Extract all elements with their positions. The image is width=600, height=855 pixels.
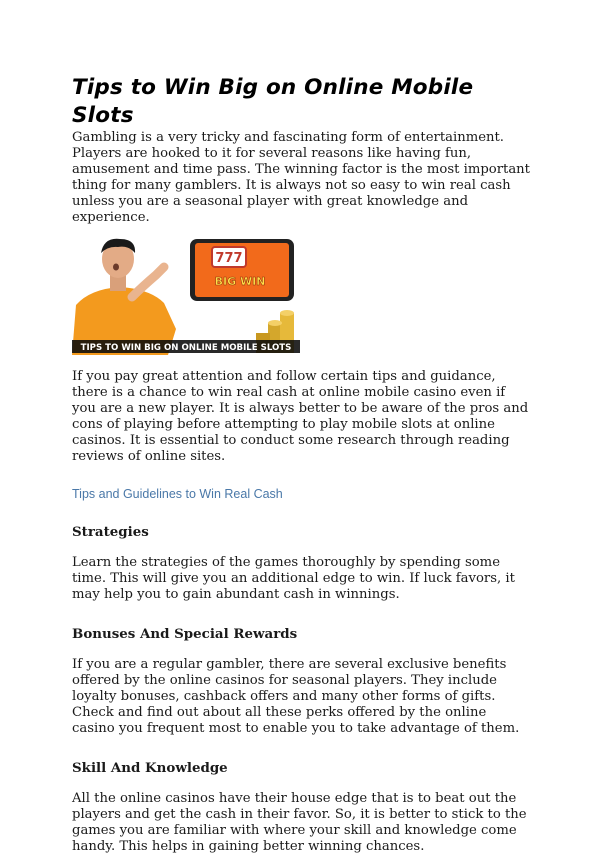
section-heading-strategies: Strategies	[72, 524, 149, 540]
section-text-strategies: Learn the strategies of the games thoroughly by spending some time. This will give you an additional edge to win. If luck favors, it may help you to gain abundant cash in winnings.	[72, 555, 515, 602]
section-text-skill: All the online casinos have their house edge that is to beat out the players and get the cash in their favor. So, it is better to stick to the games you are familiar with where your skill and knowledge come handy. This helps in gaining better winning chances.	[72, 791, 527, 854]
big-win-text: BIG WIN	[214, 275, 266, 288]
person-illustration	[72, 239, 176, 355]
hero-image	[72, 237, 300, 355]
document	[72, 74, 530, 855]
phone-illustration	[190, 239, 294, 301]
intro-paragraph: Gambling is a very tricky and fascinating form of entertainment. Players are hooked to it for several reasons like having fun, amusement and time pass. The winning factor is the most important thing for many gamblers. It is always not so easy to win real cash unless you are a seasonal player with great knowledge and experience.	[72, 130, 530, 225]
banner-text: TIPS TO WIN BIG ON ONLINE MOBILE SLOTS	[80, 343, 292, 353]
subheading: Tips and Guidelines to Win Real Cash	[72, 487, 283, 501]
section-heading-skill: Skill And Knowledge	[72, 760, 228, 776]
page-title: Tips to Win Big on Online Mobile Slots	[72, 75, 474, 128]
reel-text: 777	[215, 251, 243, 266]
section-heading-bonuses: Bonuses And Special Rewards	[72, 626, 298, 642]
second-paragraph: If you pay great attention and follow certain tips and guidance, there is a chance to win real cash at online mobile casino even if you are a new player. It is always better to be aware of the pros and cons of playing before attempting to play mobile slots at online casinos. It is essential to conduct some research through reading reviews of online sites.	[72, 369, 529, 464]
section-text-bonuses: If you are a regular gambler, there are several exclusive benefits offered by the online casinos for seasonal players. They include loyalty bonuses, cashback offers and many other forms of gifts. Check and find out about all these perks offered by the online casino you frequent most to enable you to take advantage of them.	[72, 657, 520, 736]
